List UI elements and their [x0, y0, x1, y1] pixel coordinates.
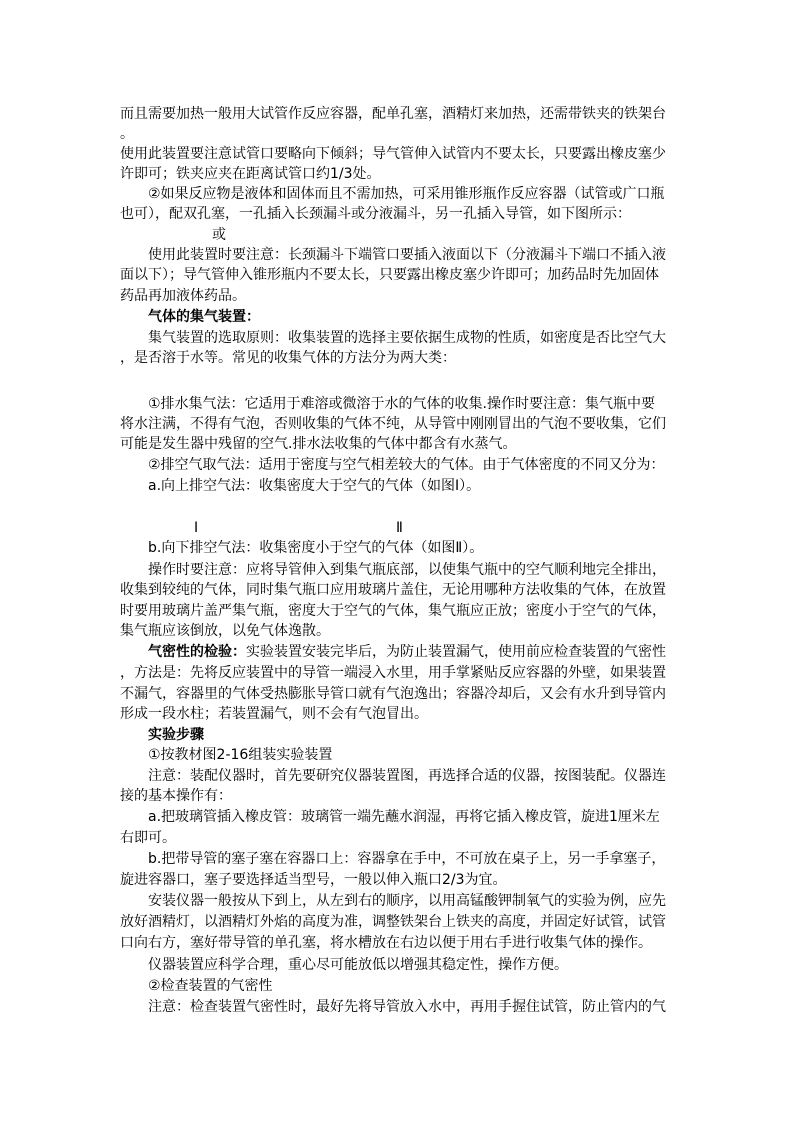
text-line: 许即可；铁夹应夹在距离试管口约1/3处。	[120, 166, 381, 182]
inline-text: 实验装置安装完毕后，为防止装置漏气，使用前应检查装置的气密性	[246, 644, 666, 660]
text-line: a.向上排空气法：收集密度大于空气的气体（如图Ⅰ）。	[148, 478, 481, 494]
text-line: 放好酒精灯，以酒精灯外焰的高度为准，调整铁架台上铁夹的高度，并固定好试管，试管	[120, 914, 666, 930]
text-line: ，方法是：先将反应装置中的导管一端浸入水里，用手掌紧贴反应容器的外壁，如果装置	[120, 665, 666, 681]
text-line: 收集到较纯的气体，同时集气瓶口应用玻璃片盖住，无论用哪种方法收集的气体，在放置	[120, 582, 666, 598]
text-line: a.把玻璃管插入橡皮管：玻璃管一端先蘸水润湿，再将它插入橡皮管，旋进1厘米左	[148, 809, 660, 825]
figure-label-1: Ⅰ	[194, 520, 199, 536]
text-line: 注意：检查装置气密性时，最好先将导管放入水中，再用手握住试管，防止管内的气	[148, 999, 666, 1015]
text-line: 使用此装置时要注意：长颈漏斗下端管口要插入液面以下（分液漏斗下端口不插入液	[148, 247, 666, 263]
text-line: ①按教材图2-16组装实验装置	[148, 747, 333, 763]
figure-label-2: Ⅱ	[396, 520, 403, 536]
text-line: 集气装置的选取原则：收集装置的选择主要依据生成物的性质，如密度是否比空气大	[148, 330, 666, 346]
section-heading: 气体的集气装置：	[148, 309, 260, 325]
text-line: ②如果反应物是液体和固体而且不需加热，可采用锥形瓶作反应容器（试管或广口瓶	[148, 186, 665, 202]
text-line: 面以下）；导气管伸入锥形瓶内不要太长，只要露出橡皮塞少许即可；加药品时先加固体	[120, 267, 659, 283]
text-line: ②检查装置的气密性	[148, 978, 273, 994]
section-heading: 实验步骤	[148, 727, 204, 743]
section-heading: 气密性的检验：	[148, 644, 246, 660]
text-line: 时要用玻璃片盖严集气瓶，密度大于空气的气体，集气瓶应正放；密度小于空气的气体，	[120, 603, 666, 619]
text-line: ②排空气取气法：适用于密度与空气相差较大的气体。由于气体密度的不同又分为：	[148, 457, 665, 473]
text-line: 安装仪器一般按从下到上，从左到右的顺序，以用高锰酸钾制氧气的实验为例，应先	[148, 893, 666, 909]
figure-or-label: 或	[212, 227, 226, 243]
text-line: 不漏气，容器里的气体受热膨胀导管口就有气泡逸出；容器冷却后，又会有水升到导管内	[120, 686, 666, 702]
text-line: 旋进容器口，塞子要选择适当型号，一般以伸入瓶口2/3为宜。	[120, 872, 507, 888]
text-line: 可能是发生器中残留的空气.排水法收集的气体中都含有水蒸气。	[120, 436, 517, 452]
text-line: 使用此装置要注意试管口要略向下倾斜；导气管伸入试管内不要太长，只要露出橡皮塞少	[120, 146, 666, 162]
text-line: 仪器装置应科学合理，重心尽可能放低以增强其稳定性，操作方便。	[148, 957, 568, 973]
text-line: 接的基本操作有：	[120, 788, 232, 804]
text-line: ①排水集气法：它适用于难溶或微溶于水的气体的收集.操作时要注意：集气瓶中要	[148, 396, 655, 412]
text-line: b.把带导管的塞子塞在容器口上：容器拿在手中，不可放在桌子上，另一手拿塞子，	[148, 851, 666, 867]
text-line: 将水注满，不得有气泡，否则收集的气体不纯，从导管中刚刚冒出的气泡不要收集，它们	[120, 416, 666, 432]
text-line: 也可），配双孔塞，一孔插入长颈漏斗或分液漏斗，另一孔插入导管，如下图所示：	[120, 206, 631, 222]
text-line: 形成一段水柱；若装置漏气，则不会有气泡冒出。	[120, 706, 428, 722]
text-line: ，是否溶于水等。常见的收集气体的方法分为两大类：	[120, 350, 456, 366]
text-line: 操作时要注意：应将导管伸入到集气瓶底部，以使集气瓶中的空气顺利地完全排出，	[148, 562, 666, 578]
text-line: b.向下排空气法：收集密度小于空气的气体（如图Ⅱ）。	[148, 540, 484, 556]
text-line: 集气瓶应该倒放，以免气体逸散。	[120, 623, 330, 639]
text-line: 右即可。	[120, 830, 176, 846]
text-line	[148, 642, 680, 662]
text-line: 药品再加液体药品。	[120, 288, 246, 304]
text-line: 而且需要加热一般用大试管作反应容器，配单孔塞，酒精灯来加热，还需带铁夹的铁架台	[120, 106, 666, 122]
text-line: 口向右方，塞好带导管的单孔塞，将水槽放在右边以便于用右手进行收集气体的操作。	[120, 935, 652, 951]
text-line: 。	[120, 126, 134, 142]
text-line: 注意：装配仪器时，首先要研究仪器装置图，再选择合适的仪器，按图装配。仪器连	[148, 768, 666, 784]
